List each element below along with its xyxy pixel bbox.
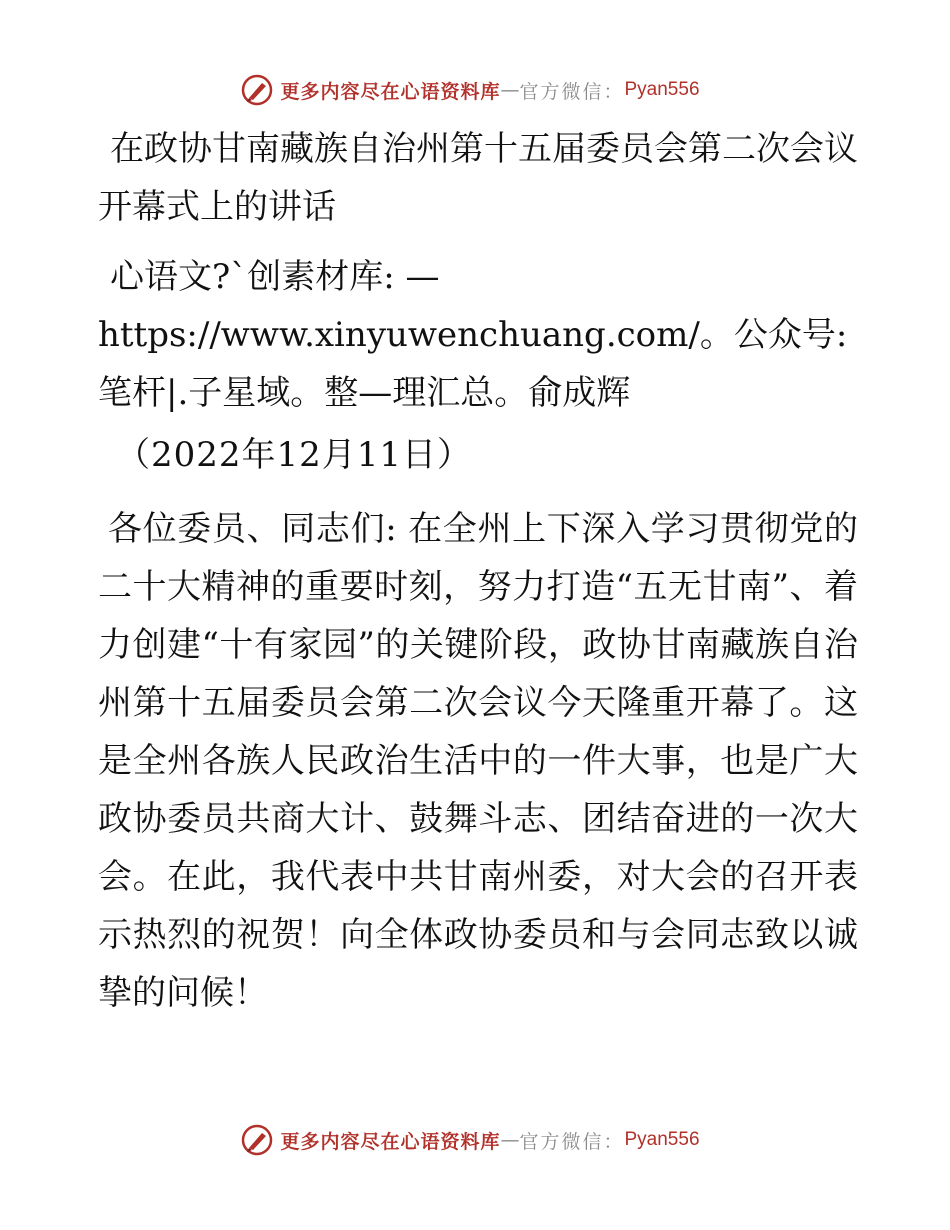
- pen-logo-icon: [240, 73, 274, 107]
- speech-date: （2022年12月11日）: [116, 435, 473, 475]
- document-content: [98, 120, 858, 1022]
- banner-brand-text: 更多内容尽在心语资料库: [280, 1130, 501, 1153]
- banner-wechat-id: Pyan556: [624, 79, 700, 100]
- document-title: 在政协甘南藏族自治州第十五届委员会第二次会议开幕式上的讲话: [98, 129, 858, 227]
- banner-wechat-label: 官方微信：: [519, 1130, 625, 1153]
- footer-banner: [0, 1120, 950, 1160]
- banner-dash: —: [500, 1129, 520, 1151]
- banner-dash: —: [500, 79, 520, 101]
- banner-wechat-id: Pyan556: [624, 1129, 700, 1150]
- banner-brand-text: 更多内容尽在心语资料库: [280, 80, 501, 103]
- body-paragraph: 各位委员、同志们: 在全州上下深入学习贯彻党的二十大精神的重要时刻，努力打造“五无甘南”、着力创建“十有家园”的关键阶段，政协甘南藏族自治州第十五届委员会第二次会议今天隆重开幕了。这是全州各族人民政治生活中的一件大事，也是广大政协委员共商大计、鼓舞斗志、团结奋进的一次大会。在此，我代表中共甘南州委，对大会的召开表示热烈的祝贺！向全体政协委员和与会同志致以诚挚的问候！: [98, 509, 858, 1013]
- banner-wechat-label: 官方微信：: [519, 80, 625, 103]
- source-note: 心语文?`创素材库: —https://www.xinyuwenchuang.com/。公众号: 笔杆|.子星域。整—理汇总。俞成辉: [98, 257, 848, 413]
- pen-logo-icon: [240, 1123, 274, 1157]
- header-banner: [0, 70, 950, 110]
